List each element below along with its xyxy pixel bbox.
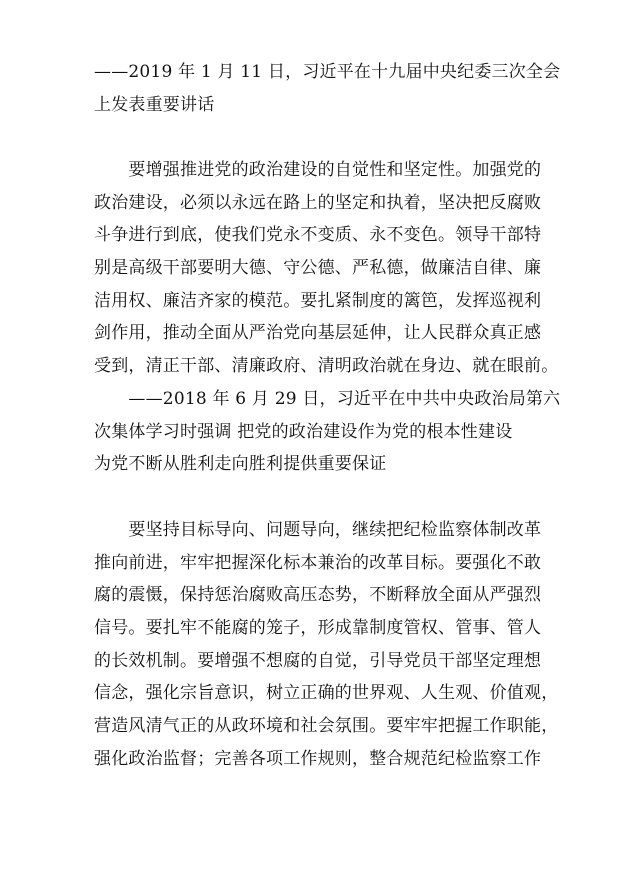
text-line: ——2018 年 6 月 29 日，习近平在中共中央政治局第六 (94, 389, 561, 409)
text-line: ——2019 年 1 月 11 日，习近平在十九届中央纪委三次全会 (94, 62, 561, 82)
text-line: 信念，强化宗旨意识，树立正确的世界观、人生观、价值观， (94, 683, 559, 704)
text-line: 的长效机制。要增强不想腐的自觉，引导党员干部坚定理想 (94, 650, 542, 671)
text-line: 剑作用，推动全面从严治党向基层延伸，让人民群众真正感 (94, 323, 542, 344)
text-line: 别是高级干部要明大德、守公德、严私德，做廉洁自律、廉 (94, 258, 542, 279)
source-paragraph-2018 (94, 383, 561, 481)
text-line: 次集体学习时强调 把党的政治建设作为党的根本性建设 (94, 421, 513, 442)
text-line: 营造风清气正的从政环境和社会氛围。要牢牢把握工作职能， (94, 716, 559, 737)
text-line: 推向前进，牢牢把握深化标本兼治的改革目标。要强化不敢 (94, 552, 542, 573)
text-line: 强化政治监督；完善各项工作规则，整合规范纪检监察工作 (94, 748, 542, 769)
text-line: 政治建设，必须以永远在路上的坚定和执着，坚决把反腐败 (94, 192, 542, 213)
text-line: 腐的震慑，保持惩治腐败高压态势，不断释放全面从严强烈 (94, 585, 542, 606)
text-line: 上发表重要讲话 (94, 94, 215, 115)
text-line: 信号。要扎牢不能腐的笼子，形成靠制度管权、管事、管人 (94, 618, 542, 639)
quote-paragraph-reform (94, 514, 559, 776)
text-line: 要坚持目标导向、问题导向，继续把纪检监察体制改革 (94, 520, 542, 540)
source-paragraph-2019 (94, 56, 561, 121)
text-line: 洁用权、廉洁齐家的模范。要扎紧制度的篱笆，发挥巡视利 (94, 290, 542, 311)
text-line: 要增强推进党的政治建设的自觉性和坚定性。加强党的 (94, 160, 542, 180)
text-line: 斗争进行到底，使我们党永不变质、永不变色。领导干部特 (94, 225, 542, 246)
quote-paragraph-political-construction (94, 154, 559, 383)
text-line: 受到，清正干部、清廉政府、清明政治就在身边、就在眼前。 (94, 356, 559, 377)
text-line: 为党不断从胜利走向胜利提供重要保证 (94, 454, 387, 475)
